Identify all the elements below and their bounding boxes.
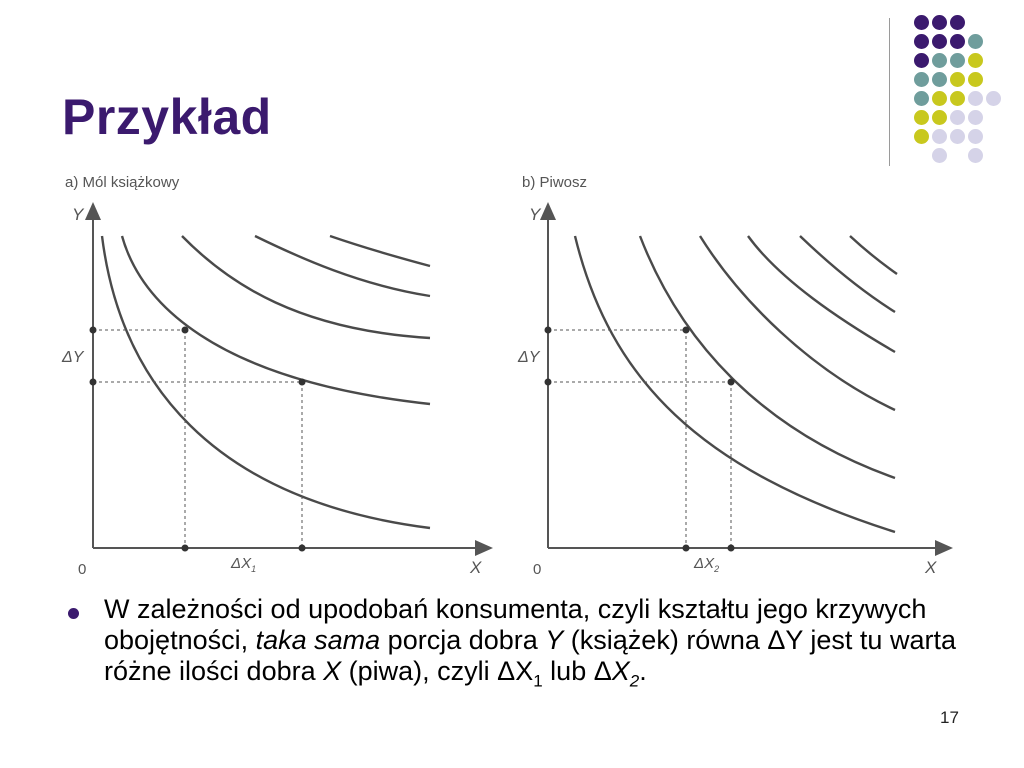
panel-b-caption: b) Piwosz — [522, 174, 588, 191]
panel-a-curve-5 — [330, 236, 430, 266]
panel-a-delta-x: $\Delta X_1$ — [231, 555, 257, 574]
panel-a-points — [90, 327, 306, 552]
panel-a-x-axis-label: X — [470, 558, 482, 577]
panel-a-caption: a) Mól książkowy — [65, 174, 180, 191]
panel-b-points — [545, 327, 735, 552]
panel-a-curve-1 — [102, 236, 430, 528]
panel-b — [517, 174, 945, 578]
page-number: 17 — [940, 708, 959, 727]
panel-b-delta-x: $\Delta X_2$ — [694, 555, 720, 574]
panel-a-curve-3 — [182, 236, 430, 338]
panel-b-y-axis-label: Y — [529, 205, 541, 224]
bullet-text: W zależności od upodobań konsumenta, czyli kształtu jego krzywych obojętności, taka sama porcja dobra Y (książek) równa ΔY jest tu warta różne ilości dobra X (piwa), czyli $\Delta X_1$ lub $\Delta X_2$. — [104, 594, 956, 691]
slide-title: Przykład — [62, 89, 272, 145]
panel-a-curve-2 — [122, 236, 430, 404]
panel-a-guides — [93, 330, 302, 548]
panel-b-x-axis-label: X — [925, 558, 937, 577]
panel-a-curve-4 — [255, 236, 430, 296]
panel-b-delta-y: ΔY — [518, 349, 540, 366]
panel-a — [61, 174, 485, 578]
bullet-marker — [68, 608, 79, 619]
panel-b-origin: 0 — [533, 561, 542, 578]
bullet-item — [60, 594, 990, 696]
panel-a-delta-y: ΔY — [62, 349, 84, 366]
panel-a-y-axis-label: Y — [72, 205, 84, 224]
panel-a-origin: 0 — [78, 561, 87, 578]
panel-b-curve-4 — [748, 236, 895, 352]
panel-b-curve-2 — [640, 236, 895, 478]
panel-b-curve-6 — [850, 236, 897, 274]
